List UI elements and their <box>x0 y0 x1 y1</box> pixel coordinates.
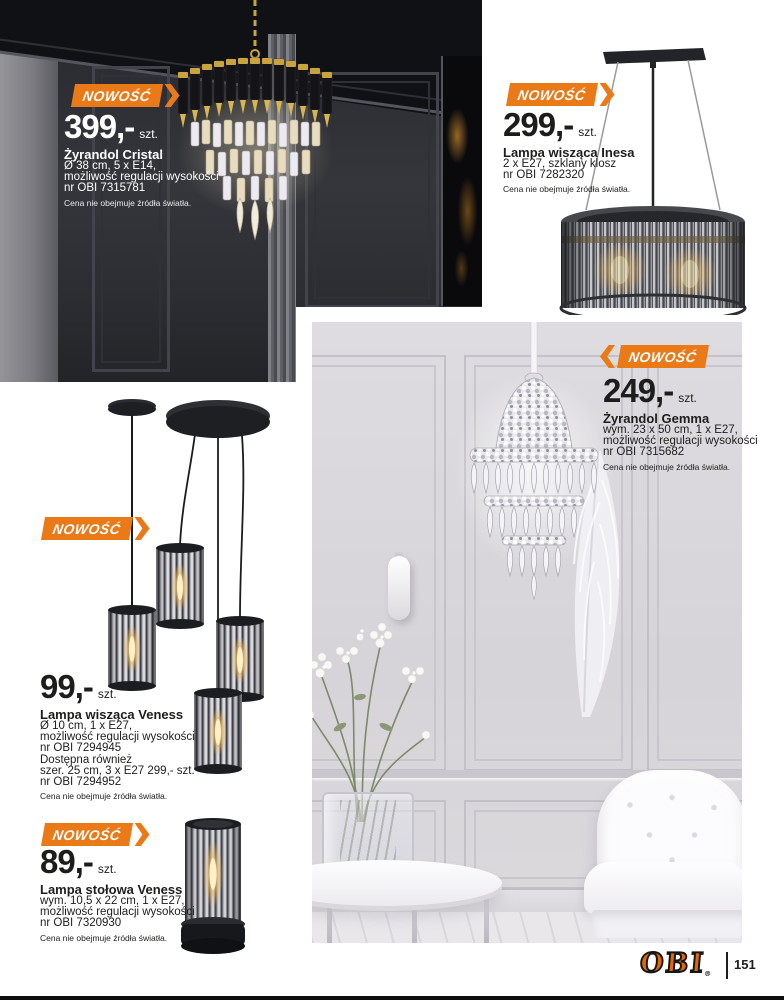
chevron-right-icon <box>600 83 615 106</box>
badge-nowosc-gemma <box>600 345 707 368</box>
product-footnote: Cena nie obejmuje źródła światła. <box>603 461 731 472</box>
registered-mark: ® <box>703 969 714 978</box>
price-unit: szt. <box>97 687 117 701</box>
wall-corner <box>0 34 58 382</box>
price-unit: szt. <box>578 125 597 139</box>
badge-label: NOWOŚĆ <box>71 84 163 107</box>
product-footnote: Cena nie obejmuje źródła światła. <box>503 184 631 195</box>
page-number: 151 <box>734 957 756 972</box>
product-spec: możliwość regulacji wysokości <box>40 731 195 744</box>
obi-logo <box>639 950 715 977</box>
price-unit: szt. <box>678 391 697 405</box>
armchair-base <box>592 910 742 938</box>
product-info-stolowa <box>40 845 255 943</box>
obi-logo-text: OBI <box>638 948 707 979</box>
badge-label: NOWOŚĆ <box>617 345 709 368</box>
product-spec: możliwość regulacji wysokości <box>64 171 219 184</box>
badge-nowosc-veness <box>43 517 150 540</box>
gemma-chandelier-image <box>450 322 620 600</box>
product-info-veness <box>40 670 255 801</box>
product-name: Lampa wisząca Inesa <box>503 145 635 160</box>
product-spec: Ø 10 cm, 1 x E27, <box>40 720 133 732</box>
price-unit: szt. <box>97 862 117 876</box>
product-variant: Dostępna również <box>40 753 133 766</box>
product-spec: Ø 38 cm, 5 x E14, <box>64 160 157 172</box>
price-unit: szt. <box>139 127 158 141</box>
product-price: 89,- <box>40 843 93 880</box>
product-footnote: Cena nie obejmuje źródła światła. <box>64 197 192 208</box>
product-name: Żyrandol Gemma <box>603 411 710 426</box>
badge-nowosc-cristal <box>73 84 180 107</box>
armchair-seat <box>584 862 742 914</box>
product-spec: 2 x E27, szklany klosz <box>503 158 617 170</box>
product-footnote: Cena nie obejmuje źródła światła. <box>40 932 168 943</box>
product-name: Lampa stołowa Veness <box>40 882 183 897</box>
product-price: 399,- <box>64 108 135 145</box>
product-variant: szer. 25 cm, 3 x E27 299,- szt. <box>40 764 195 777</box>
badge-nowosc-inesa <box>508 83 615 106</box>
badge-label: NOWOŚĆ <box>506 83 598 106</box>
product-info-gemma <box>603 374 784 472</box>
product-spec: możliwość regulacji wysokości <box>603 435 758 448</box>
product-spec: możliwość regulacji wysokości <box>40 906 195 919</box>
product-sku: nr OBI 7315682 <box>603 446 685 459</box>
product-name: Lampa wisząca Veness <box>40 707 184 722</box>
page-edge-bar <box>0 996 784 1000</box>
badge-label: NOWOŚĆ <box>41 517 133 540</box>
product-sku: nr OBI 7320930 <box>40 917 122 930</box>
chevron-right-icon <box>135 823 150 846</box>
product-price: 99,- <box>40 668 93 705</box>
product-sku: nr OBI 7294945 <box>40 742 122 755</box>
table-leg <box>327 897 332 943</box>
product-spec: wym. 23 x 50 cm, 1 x E27, <box>603 424 738 436</box>
product-footnote: Cena nie obejmuje źródła światła. <box>40 791 168 802</box>
chevron-right-icon <box>135 517 150 540</box>
product-info-cristal <box>64 110 279 208</box>
footer-divider <box>726 952 728 979</box>
marble-art-panel <box>441 56 484 306</box>
product-sku: nr OBI 7282320 <box>503 169 585 182</box>
product-sku: nr OBI 7294952 <box>40 776 122 789</box>
product-price: 249,- <box>603 372 674 409</box>
product-spec: wym. 10,5 x 22 cm, 1 x E27, <box>40 895 185 907</box>
table-leg <box>484 897 489 943</box>
product-name: Żyrandol Cristal <box>64 147 163 162</box>
product-price: 299,- <box>503 106 574 143</box>
product-info-inesa <box>503 108 718 194</box>
badge-label: NOWOŚĆ <box>41 823 133 846</box>
product-sku: nr OBI 7315781 <box>64 182 146 195</box>
chevron-right-icon <box>165 84 180 107</box>
table-leg <box>412 900 417 943</box>
chevron-left-icon <box>600 345 615 368</box>
